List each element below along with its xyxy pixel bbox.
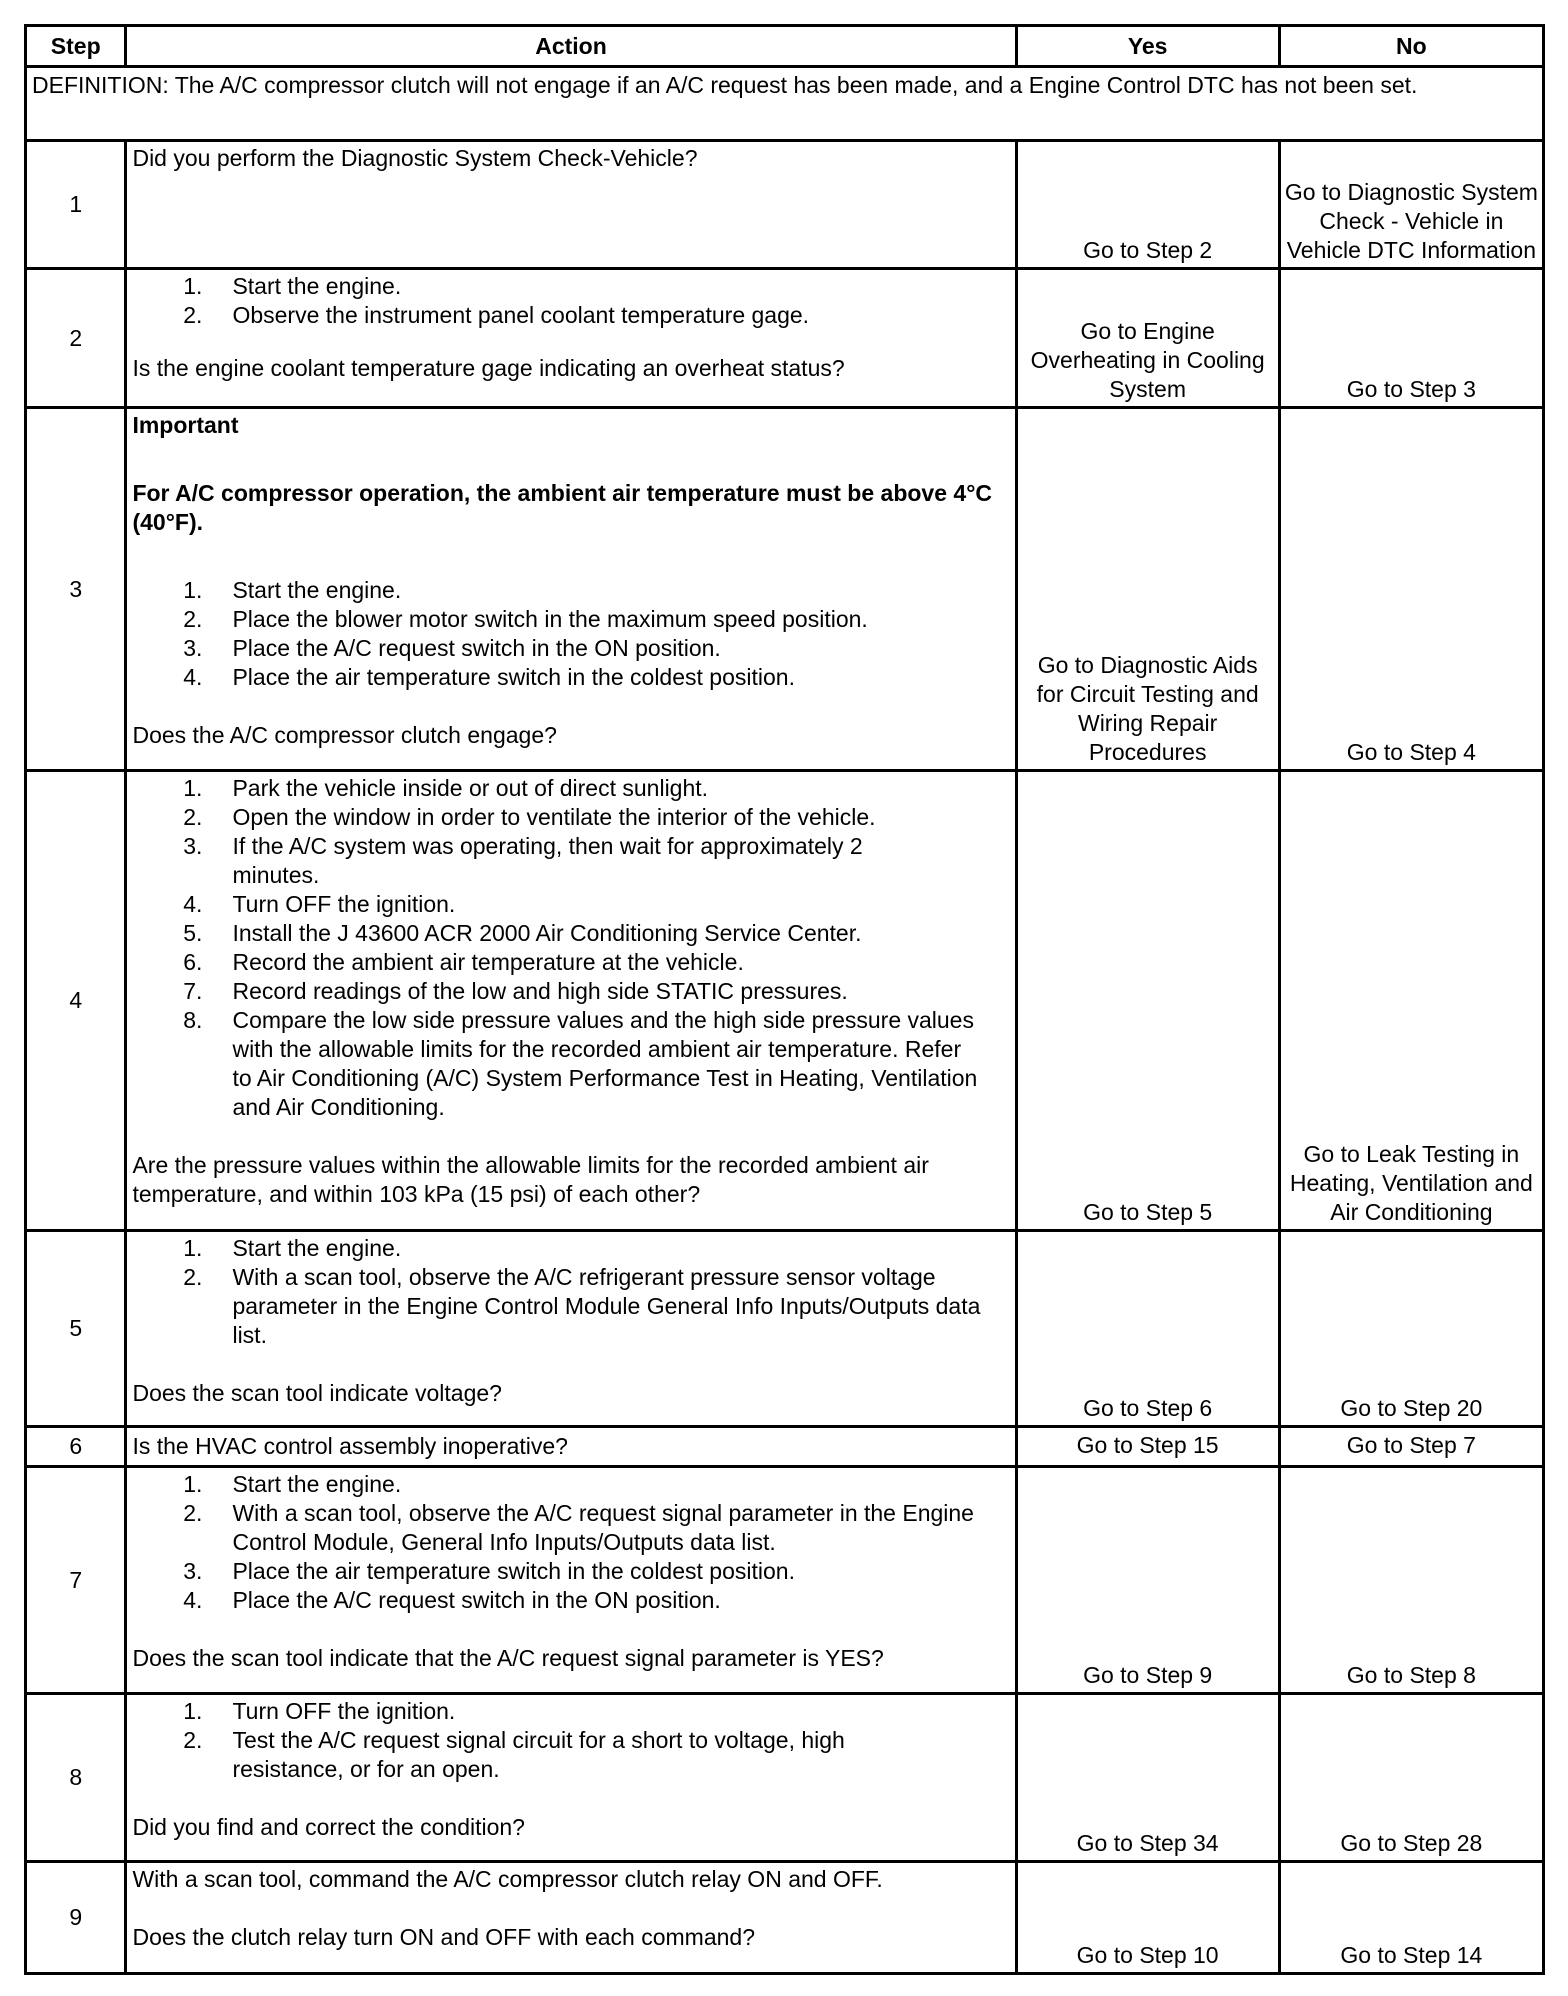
step-number: 4 [26, 771, 126, 1231]
no-result: Go to Step 28 [1279, 1694, 1543, 1862]
list-item: 1. Turn OFF the ignition. [183, 1698, 456, 1724]
table-row [26, 141, 1544, 269]
step-instructions [132, 1470, 1010, 1615]
table-row [26, 771, 1544, 1231]
step-number: 1 [26, 141, 126, 269]
important-title: Important [132, 412, 239, 438]
yes-result: Go to Step 15 [1016, 1427, 1279, 1467]
list-item: 1. Start the engine. [183, 577, 402, 603]
step-action [126, 1694, 1016, 1862]
step-number: 5 [26, 1231, 126, 1427]
list-item: 3. If the A/C system was operating, then wait for approximately 2 minutes. [183, 833, 863, 888]
header-row [26, 26, 1544, 67]
yes-result: Go to Step 6 [1016, 1231, 1279, 1427]
list-item: 1. Start the engine. [183, 273, 402, 299]
list-item: 8. Compare the low side pressure values and the high side pressure values with the allowable limits for the recorded ambient air temperature. Refer to Air Conditioning (A/C) System Performance Test in Heating, Ventilation and Air Conditioning. [183, 1007, 978, 1120]
yes-result: Go to Step 9 [1016, 1467, 1279, 1694]
diagnostic-table-page [24, 24, 1545, 1975]
no-result: Go to Step 14 [1279, 1862, 1543, 1974]
list-item: 4. Turn OFF the ignition. [183, 891, 456, 917]
step-action [126, 1427, 1016, 1467]
table-row [26, 408, 1544, 771]
yes-result: Go to Engine Overheating in Cooling System [1016, 269, 1279, 408]
diagnostic-table [24, 24, 1545, 1975]
list-item: 2. With a scan tool, observe the A/C refrigerant pressure sensor voltage parameter in the Engine Control Module General Info Inputs/Outputs data list. [183, 1264, 981, 1348]
step-question: Is the HVAC control assembly inoperative? [132, 1433, 568, 1459]
header-no: No [1279, 26, 1543, 67]
table-row [26, 1467, 1544, 1694]
step-action [126, 771, 1016, 1231]
step-number: 2 [26, 269, 126, 408]
no-result: Go to Leak Testing in Heating, Ventilation and Air Conditioning [1279, 771, 1543, 1231]
important-text: For A/C compressor operation, the ambient air temperature must be above 4°C (40°F). [132, 480, 992, 535]
list-item: 1. Start the engine. [183, 1471, 402, 1497]
no-result: Go to Step 3 [1279, 269, 1543, 408]
step-action [126, 141, 1016, 269]
list-item: 2. Place the blower motor switch in the maximum speed position. [183, 606, 868, 632]
yes-result: Go to Step 34 [1016, 1694, 1279, 1862]
step-instructions [132, 1697, 1010, 1784]
no-result: Go to Step 4 [1279, 408, 1543, 771]
step-action [126, 1467, 1016, 1694]
list-item: 1. Park the vehicle inside or out of direct sunlight. [183, 775, 709, 801]
important-note [132, 411, 1010, 537]
list-item: 3. Place the A/C request switch in the ON position. [183, 635, 721, 661]
step-question: Did you perform the Diagnostic System Check-Vehicle? [132, 145, 698, 171]
step-action [126, 269, 1016, 408]
step-question: Does the clutch relay turn ON and OFF with each command? [132, 1924, 756, 1950]
step-question: Does the scan tool indicate voltage? [132, 1380, 502, 1406]
no-result: Go to Step 8 [1279, 1467, 1543, 1694]
step-instructions [132, 272, 1010, 330]
header-yes: Yes [1016, 26, 1279, 67]
table-row [26, 1231, 1544, 1427]
yes-result: Go to Step 2 [1016, 141, 1279, 269]
step-number: 8 [26, 1694, 126, 1862]
step-number: 7 [26, 1467, 126, 1694]
no-result: Go to Step 7 [1279, 1427, 1543, 1467]
list-item: 2. Open the window in order to ventilate the interior of the vehicle. [183, 804, 876, 830]
yes-result: Go to Step 5 [1016, 771, 1279, 1231]
step-question: Are the pressure values within the allowable limits for the recorded ambient air temperature, and within 103 kPa (15 psi) of each other? [132, 1152, 929, 1207]
list-item: 1. Start the engine. [183, 1235, 402, 1261]
list-item: 2. With a scan tool, observe the A/C request signal parameter in the Engine Control Module, General Info Inputs/Outputs data list. [183, 1500, 974, 1555]
step-intro: With a scan tool, command the A/C compressor clutch relay ON and OFF. [132, 1866, 883, 1892]
list-item: 3. Place the air temperature switch in the coldest position. [183, 1558, 795, 1584]
step-number: 9 [26, 1862, 126, 1974]
list-item: 6. Record the ambient air temperature at the vehicle. [183, 949, 744, 975]
table-row [26, 1862, 1544, 1974]
definition-row [26, 67, 1544, 141]
definition-text: DEFINITION: The A/C compressor clutch will not engage if an A/C request has been made, and a Engine Control DTC has not been set. [26, 67, 1544, 141]
list-item: 5. Install the J 43600 ACR 2000 Air Conditioning Service Center. [183, 920, 862, 946]
list-item: 2. Test the A/C request signal circuit for a short to voltage, high resistance, or for an open. [183, 1727, 845, 1782]
step-instructions [132, 774, 1010, 1122]
step-question: Does the scan tool indicate that the A/C request signal parameter is YES? [132, 1645, 884, 1671]
table-row [26, 1427, 1544, 1467]
step-instructions [132, 576, 1010, 692]
list-item: 2. Observe the instrument panel coolant temperature gage. [183, 302, 810, 328]
table-row [26, 1694, 1544, 1862]
no-result: Go to Diagnostic System Check - Vehicle in Vehicle DTC Information [1279, 141, 1543, 269]
step-question: Does the A/C compressor clutch engage? [132, 722, 557, 748]
step-question: Is the engine coolant temperature gage indicating an overheat status? [132, 355, 845, 381]
step-action [126, 408, 1016, 771]
yes-result: Go to Step 10 [1016, 1862, 1279, 1974]
no-result: Go to Step 20 [1279, 1231, 1543, 1427]
step-action [126, 1231, 1016, 1427]
step-question: Did you find and correct the condition? [132, 1814, 525, 1840]
step-number: 3 [26, 408, 126, 771]
step-instructions [132, 1234, 1010, 1350]
yes-result: Go to Diagnostic Aids for Circuit Testing and Wiring Repair Procedures [1016, 408, 1279, 771]
list-item: 7. Record readings of the low and high side STATIC pressures. [183, 978, 848, 1004]
step-number: 6 [26, 1427, 126, 1467]
list-item: 4. Place the air temperature switch in the coldest position. [183, 664, 795, 690]
header-action: Action [126, 26, 1016, 67]
table-row [26, 269, 1544, 408]
step-action [126, 1862, 1016, 1974]
header-step: Step [26, 26, 126, 67]
list-item: 4. Place the A/C request switch in the ON position. [183, 1587, 721, 1613]
